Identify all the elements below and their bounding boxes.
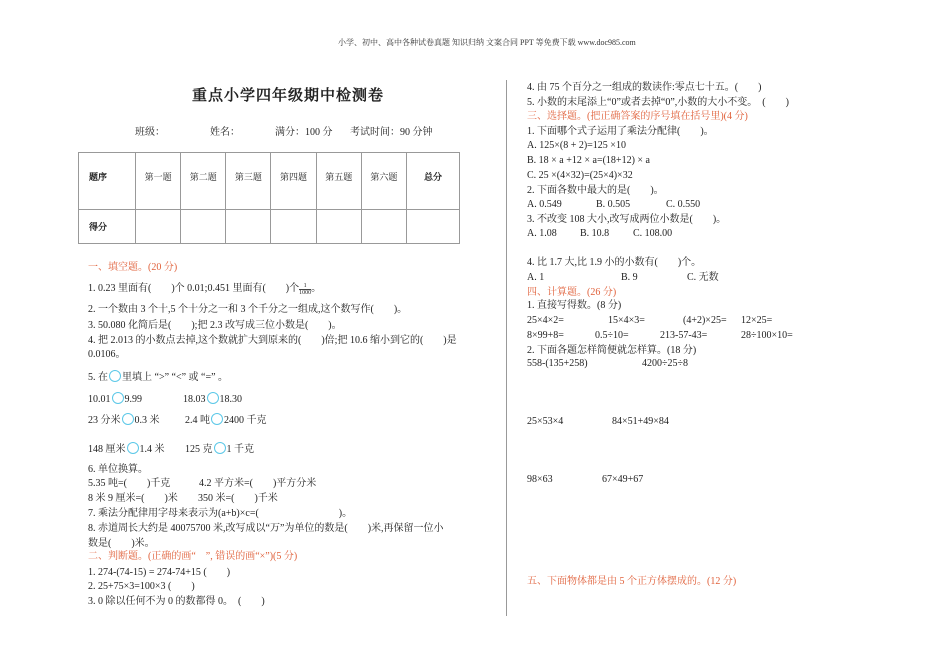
compare-item bbox=[88, 413, 160, 428]
question: 2. 一个数由 3 个十,5 个十分之一和 3 个千分之一组成,这个数写作( )。 bbox=[88, 304, 408, 315]
conversion: 8 米 9 厘米=( )米 bbox=[88, 493, 178, 504]
compare-item bbox=[185, 413, 267, 428]
numerator: 1 bbox=[303, 283, 307, 289]
question: 3. 50.080 化简后是( );把 2.3 改写成三位小数是( )。 bbox=[88, 320, 342, 331]
calc: 0.5÷10= bbox=[595, 330, 629, 341]
cell-header: 第六题 bbox=[361, 153, 406, 210]
left-value: 148 厘米 bbox=[88, 444, 126, 455]
right-value: 2400 千克 bbox=[224, 415, 267, 426]
calc: 28÷100×10= bbox=[741, 330, 793, 341]
page-title: 重点小学四年级期中检测卷 bbox=[192, 86, 385, 104]
fraction bbox=[299, 283, 311, 296]
option: C. 25 ×(4×32)=(25×4)×32 bbox=[527, 170, 633, 181]
compare-circle[interactable] bbox=[214, 442, 226, 454]
score-cell[interactable] bbox=[361, 210, 406, 244]
score-cell[interactable] bbox=[181, 210, 226, 244]
left-value: 10.01 bbox=[88, 394, 111, 405]
right-value: 0.3 米 bbox=[134, 415, 160, 426]
question: 7. 乘法分配律用字母来表示为(a+b)×c=( )。 bbox=[88, 508, 353, 519]
calc: 213-57-43= bbox=[660, 330, 708, 341]
option: B. 9 bbox=[621, 272, 638, 283]
option: B. 10.8 bbox=[580, 228, 610, 239]
judge-item: 5. 小数的末尾添上“0”或者去掉“0”,小数的大小不变。 ( ) bbox=[527, 97, 789, 108]
exam-time: 考试时间：90 分钟 bbox=[350, 127, 433, 138]
right-value: 9.99 bbox=[124, 394, 142, 405]
left-value: 23 分米 bbox=[88, 415, 121, 426]
compare-circle[interactable] bbox=[207, 392, 219, 404]
expression: 98×63 bbox=[527, 474, 553, 485]
question: 1. 下面哪个式子运用了乘法分配律( )。 bbox=[527, 126, 714, 137]
section-5-heading: 五、下面物体都是由 5 个正方体摆成的。(12 分) bbox=[527, 576, 737, 587]
score-label: 得分 bbox=[79, 210, 136, 244]
name-label: 姓名： bbox=[210, 127, 240, 138]
score-cell[interactable] bbox=[271, 210, 316, 244]
question: 4. 比 1.7 大,比 1.9 小的小数有( )个。 bbox=[527, 257, 702, 268]
left-value: 125 克 bbox=[185, 444, 213, 455]
compare-item bbox=[185, 442, 254, 457]
question: 6. 单位换算。 bbox=[88, 464, 148, 475]
right-value: 18.30 bbox=[219, 394, 242, 405]
compare-item bbox=[183, 392, 242, 407]
compare-item bbox=[88, 392, 142, 407]
expression: 4200÷25÷8 bbox=[642, 358, 688, 369]
option: B. 0.505 bbox=[596, 199, 631, 210]
calc: 12×25= bbox=[741, 315, 773, 326]
cell-header: 第四题 bbox=[271, 153, 316, 210]
cell-header: 题序 bbox=[79, 153, 136, 210]
conversion: 5.35 吨=( )千克 bbox=[88, 478, 171, 489]
option: C. 108.00 bbox=[633, 228, 673, 239]
expression: 84×51+49×84 bbox=[612, 416, 669, 427]
cell-header: 第三题 bbox=[226, 153, 271, 210]
score-table bbox=[78, 152, 460, 244]
left-value: 18.03 bbox=[183, 394, 206, 405]
calc: 25×4×2= bbox=[527, 315, 564, 326]
site-header: 小学、初中、高中各种试卷真题 知识归纳 文案合同 PPT 等免费下载 www.doc985.com bbox=[338, 38, 636, 47]
score-cell[interactable] bbox=[407, 210, 460, 244]
score-cell[interactable] bbox=[226, 210, 271, 244]
judge-item: 4. 由 75 个百分之一组成的数读作:零点七十五。( ) bbox=[527, 82, 762, 93]
left-value: 2.4 吨 bbox=[185, 415, 210, 426]
expression: 25×53×4 bbox=[527, 416, 564, 427]
section-1-heading: 一、填空题。(20 分) bbox=[88, 262, 178, 273]
circle-icon bbox=[109, 370, 121, 382]
option: A. 1 bbox=[527, 272, 545, 283]
denominator: 1000 bbox=[299, 290, 312, 296]
right-value: 1.4 米 bbox=[139, 444, 165, 455]
conversion: 4.2 平方米=( )平方分米 bbox=[199, 478, 317, 489]
cell-header: 第五题 bbox=[316, 153, 361, 210]
expression: 67×49+67 bbox=[602, 474, 644, 485]
question-text: 1. 0.23 里面有( )个 0.01;0.451 里面有( )个 bbox=[88, 283, 300, 294]
question: 2. 下面各题怎样简便就怎样算。(18 分) bbox=[527, 345, 697, 356]
score-cell[interactable] bbox=[316, 210, 361, 244]
calc: 15×4×3= bbox=[608, 315, 645, 326]
option: A. 1.08 bbox=[527, 228, 557, 239]
section-2-heading: 二、判断题。(正确的画“ ”, 错误的画“×”)(5 分) bbox=[88, 551, 298, 562]
column-divider bbox=[506, 80, 507, 616]
option: C. 0.550 bbox=[666, 199, 701, 210]
calc: 8×99+8= bbox=[527, 330, 564, 341]
question-text: 5. 在 bbox=[88, 372, 108, 383]
judge-item: 3. 0 除以任何不为 0 的数都得 0。 ( ) bbox=[88, 596, 265, 607]
compare-circle[interactable] bbox=[122, 413, 134, 425]
compare-circle[interactable] bbox=[112, 392, 124, 404]
judge-item: 1. 274-(74-15) = 274-74+15 ( ) bbox=[88, 567, 231, 578]
compare-circle[interactable] bbox=[211, 413, 223, 425]
judge-item: 2. 25+75×3=100×3 ( ) bbox=[88, 581, 195, 592]
expression: 558-(135+258) bbox=[527, 358, 588, 369]
question: 4. 把 2.013 的小数点去掉,这个数就扩大到原来的( )倍;把 10.6 缩小到它的( )是 bbox=[88, 335, 457, 346]
question bbox=[88, 370, 228, 385]
question-cont: 数是( )米。 bbox=[88, 538, 155, 549]
question-text: 里填上 “>” “<” 或 “=” 。 bbox=[122, 372, 229, 383]
question-cont: 0.0106。 bbox=[88, 349, 126, 360]
question: 2. 下面各数中最大的是( )。 bbox=[527, 185, 664, 196]
cell-header: 总分 bbox=[407, 153, 460, 210]
compare-circle[interactable] bbox=[127, 442, 139, 454]
class-label: 班级： bbox=[135, 127, 165, 138]
score-cell[interactable] bbox=[136, 210, 181, 244]
question: 3. 不改变 108 大小,改写成两位小数是( )。 bbox=[527, 214, 727, 225]
conversion: 350 米=( )千米 bbox=[198, 493, 278, 504]
cell-header: 第一题 bbox=[136, 153, 181, 210]
calc: (4+2)×25= bbox=[683, 315, 727, 326]
option: A. 125×(8 + 2)=125 ×10 bbox=[527, 140, 626, 151]
section-3-heading: 三、选择题。(把正确答案的序号填在括号里)(4 分) bbox=[527, 111, 748, 122]
option: B. 18 × a +12 × a=(18+12) × a bbox=[527, 155, 650, 166]
option: C. 无数 bbox=[687, 272, 719, 283]
question: 1. 直接写得数。(8 分) bbox=[527, 300, 622, 311]
question bbox=[88, 282, 321, 296]
cell-header: 第二题 bbox=[181, 153, 226, 210]
right-value: 1 千克 bbox=[226, 444, 254, 455]
compare-item bbox=[88, 442, 165, 457]
question-end: 。 bbox=[311, 283, 322, 294]
full-score: 满分：100 分 bbox=[275, 127, 333, 138]
section-4-heading: 四、计算题。(26 分) bbox=[527, 287, 617, 298]
option: A. 0.549 bbox=[527, 199, 562, 210]
question: 8. 赤道周长大约是 40075700 米,改写成以“万”为单位的数是( )米,再保留一位小 bbox=[88, 523, 444, 534]
